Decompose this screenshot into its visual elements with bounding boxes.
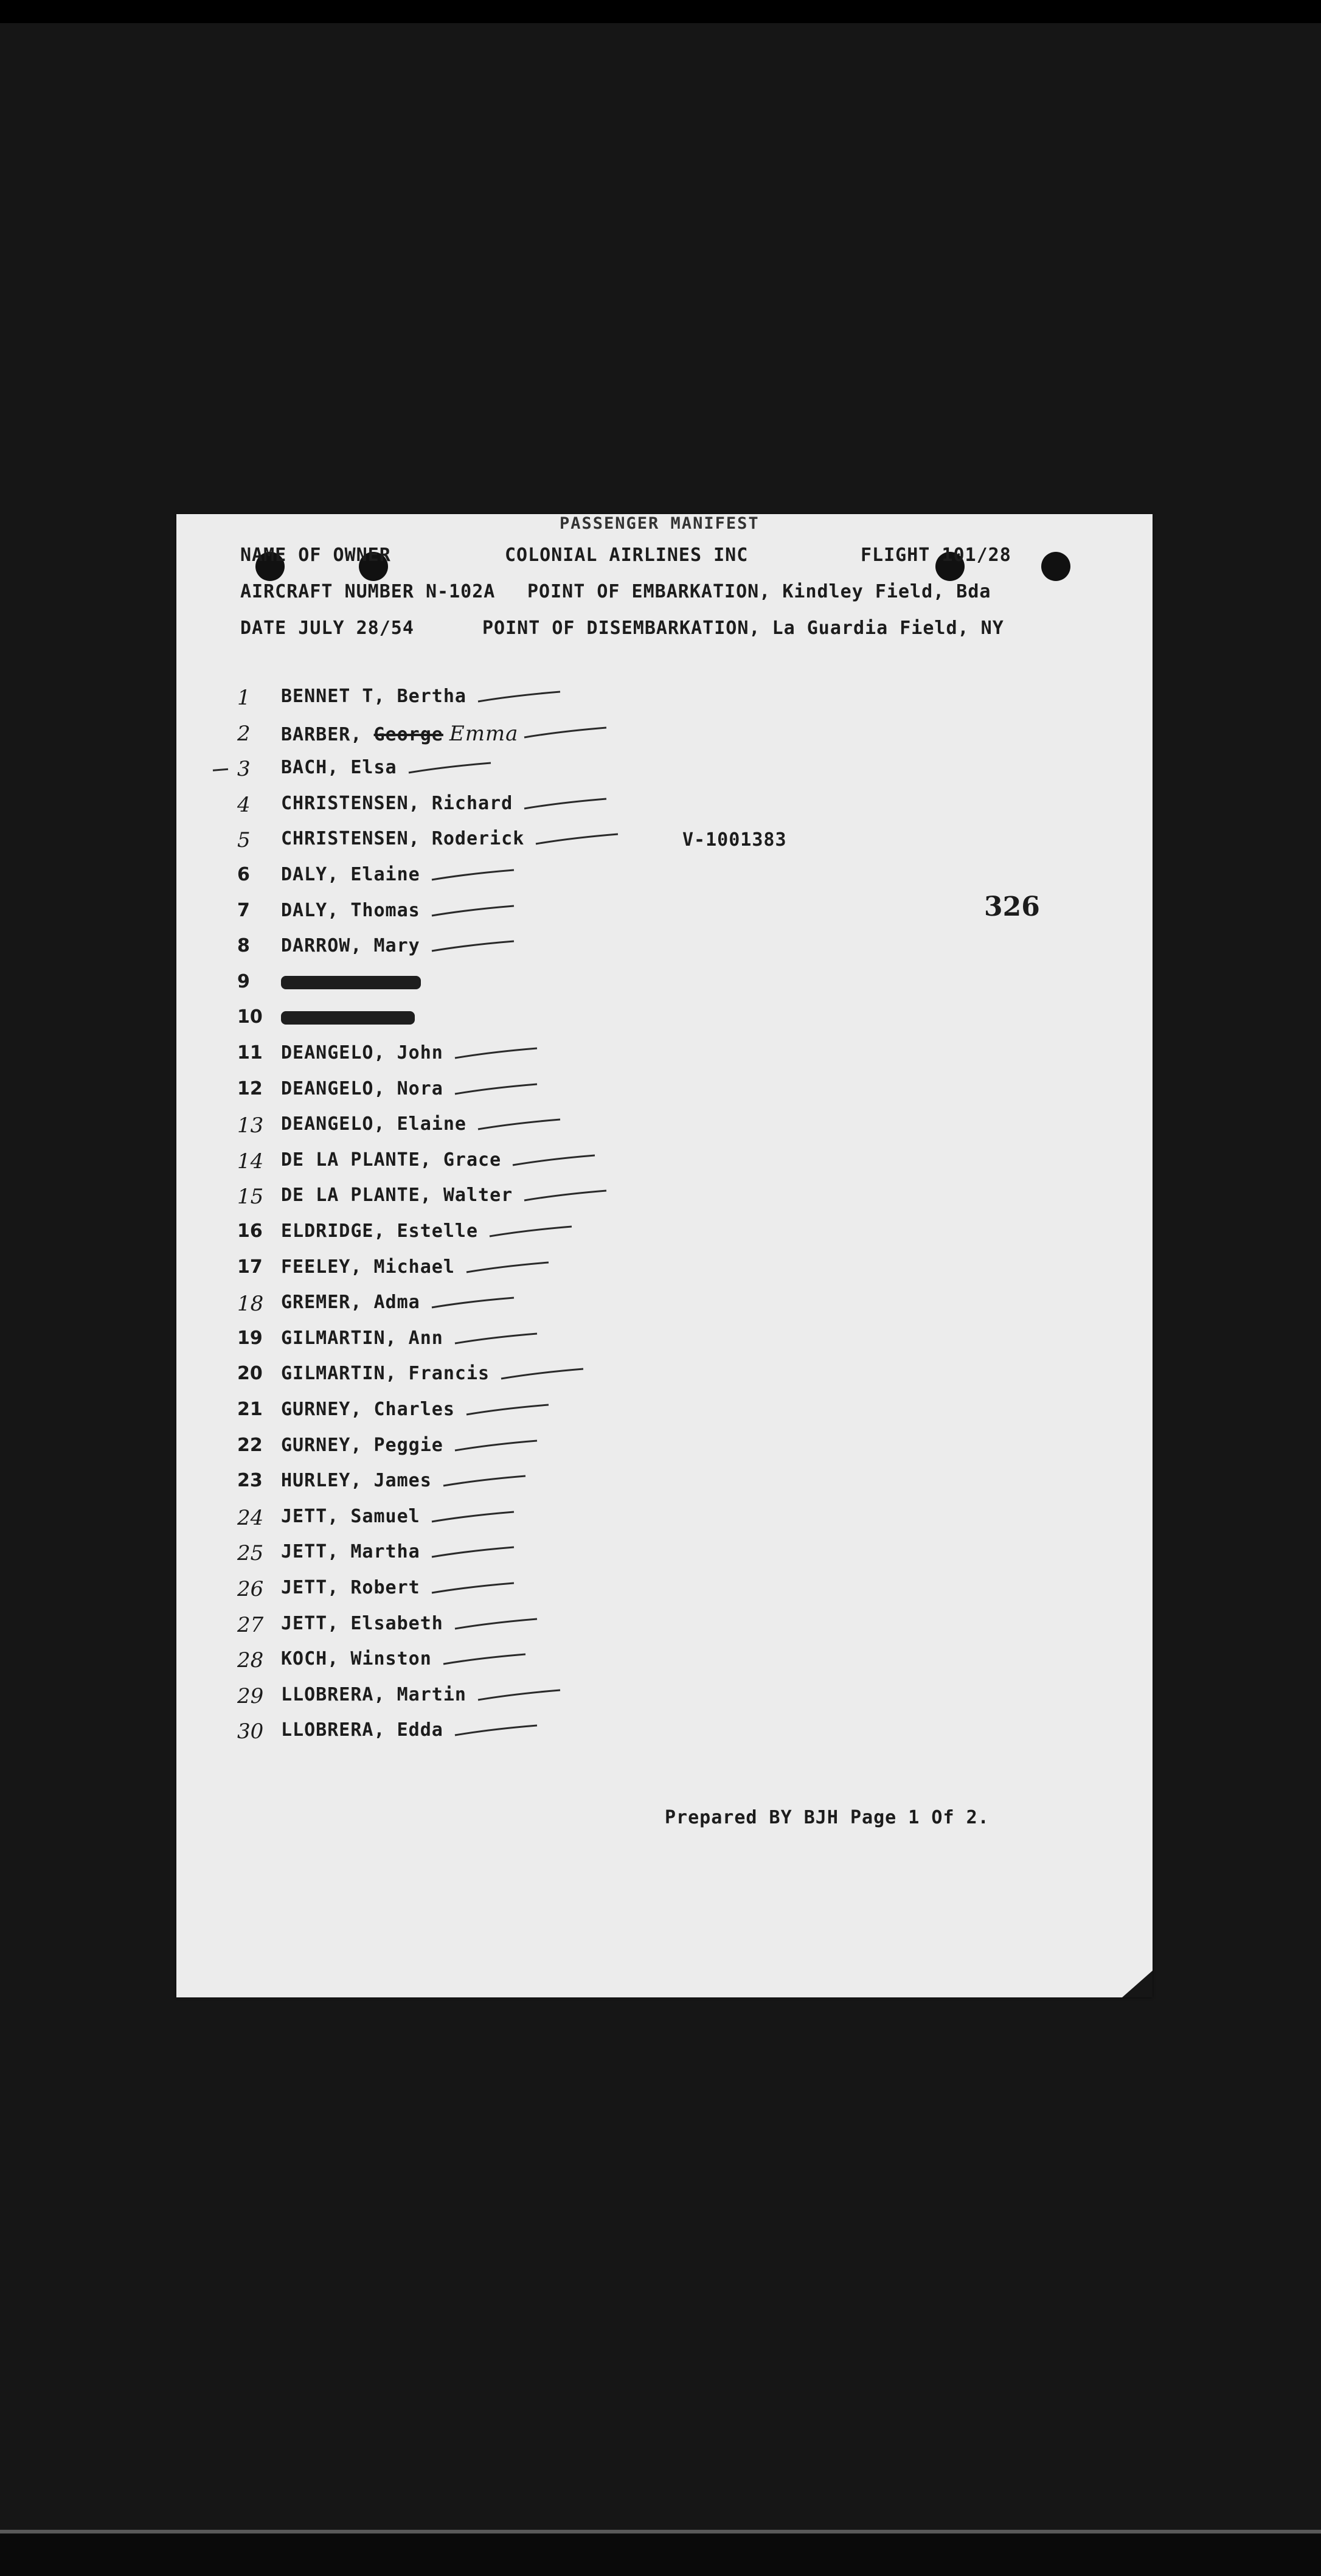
check-mark: [524, 1191, 606, 1200]
aircraft-number: AIRCRAFT NUMBER N-102A: [240, 581, 496, 602]
check-mark: [501, 1369, 583, 1379]
row-number: 16: [237, 1220, 263, 1242]
check-mark: [432, 870, 514, 880]
row-number: 24: [237, 1506, 264, 1530]
row-number: 26: [237, 1577, 264, 1601]
passenger-name-text: BENNET T, Bertha: [281, 686, 466, 707]
passenger-name-text: DEANGELO, John: [281, 1042, 443, 1063]
passenger-name-text: JETT, Elsabeth: [281, 1613, 443, 1634]
passenger-name-text: DE LA PLANTE, Walter: [281, 1185, 513, 1206]
struck-name: George: [373, 724, 443, 745]
check-mark: [432, 1583, 514, 1593]
passenger-name-text: FEELEY, Michael: [281, 1256, 455, 1278]
passenger-name-text: LLOBRERA, Martin: [281, 1684, 466, 1705]
passenger-name-text: DALY, Thomas: [281, 900, 420, 921]
row-number: 20: [237, 1363, 263, 1384]
check-mark: [466, 1405, 549, 1415]
passenger-name-text: JETT, Martha: [281, 1541, 420, 1562]
passenger-name-text: JETT, Samuel: [281, 1506, 420, 1527]
row-number: 13: [237, 1113, 264, 1138]
check-mark: [455, 1725, 537, 1735]
row-number: 2: [237, 722, 251, 746]
check-marks: [176, 514, 1153, 1997]
owner-label: NAME OF OWNER: [240, 545, 391, 566]
check-mark: [490, 1227, 572, 1236]
scan-line: [0, 2530, 1321, 2533]
margin-page-number: 326: [984, 891, 1040, 922]
row-number: 27: [237, 1613, 264, 1637]
row-number: 18: [237, 1292, 264, 1316]
flight-date: DATE JULY 28/54: [240, 618, 414, 639]
passenger-name-text: LLOBRERA, Edda: [281, 1719, 443, 1741]
check-mark: [409, 763, 491, 773]
passenger-name-text: DEANGELO, Nora: [281, 1078, 443, 1099]
prepared-by-footer: Prepared BY BJH Page 1 Of 2.: [665, 1807, 990, 1828]
check-mark: [455, 1441, 537, 1450]
flight-number: FLIGHT 101/28: [861, 545, 1011, 566]
check-mark: [455, 1619, 537, 1629]
row-number: 5: [237, 828, 251, 852]
row-number: 21: [237, 1399, 263, 1420]
check-mark: [513, 1155, 595, 1165]
corner-fold: [1122, 1971, 1153, 1997]
check-mark: [478, 1119, 560, 1129]
manifest-page: [176, 514, 1153, 1997]
check-mark: [455, 1084, 537, 1094]
check-mark: [455, 1334, 537, 1343]
row-number: 7: [237, 900, 250, 921]
check-mark: [443, 1654, 525, 1664]
check-mark: [432, 1512, 514, 1522]
row-number: 8: [237, 935, 250, 956]
visa-number: V-1001383: [682, 829, 787, 851]
row-number: 25: [237, 1541, 264, 1565]
embarkation-point: POINT OF EMBARKATION, Kindley Field, Bda: [527, 581, 991, 602]
check-mark: [478, 692, 560, 701]
passenger-name-text: CHRISTENSEN, Roderick: [281, 828, 525, 849]
row-number: 15: [237, 1185, 264, 1209]
passenger-name-text: CHRISTENSEN, Richard: [281, 793, 513, 814]
passenger-name-text: DE LA PLANTE, Grace: [281, 1149, 502, 1171]
passenger-name-text: BARBER,: [281, 724, 374, 745]
margin-dash: [213, 769, 228, 770]
check-mark: [443, 1476, 525, 1486]
row-number: 19: [237, 1328, 263, 1349]
row-number: 22: [237, 1435, 263, 1456]
row-number: 4: [237, 793, 251, 817]
passenger-name-text: GILMARTIN, Ann: [281, 1328, 443, 1349]
check-mark: [432, 906, 514, 916]
row-number: 17: [237, 1256, 263, 1278]
passenger-name-text: HURLEY, James: [281, 1470, 432, 1491]
passenger-name-text: GURNEY, Charles: [281, 1399, 455, 1420]
row-number: 14: [237, 1149, 264, 1174]
scan-border-top: [0, 0, 1321, 23]
row-number: 11: [237, 1042, 263, 1063]
row-number: 6: [237, 864, 250, 885]
check-mark: [536, 834, 618, 844]
manifest-title: PASSENGER MANIFEST: [560, 514, 760, 533]
passenger-name-text: KOCH, Winston: [281, 1648, 432, 1669]
check-mark: [466, 1262, 549, 1272]
airline-name: COLONIAL AIRLINES INC: [505, 545, 749, 566]
row-number: 9: [237, 971, 250, 992]
check-mark: [455, 1048, 537, 1058]
row-number: 29: [237, 1684, 264, 1708]
row-number: 10: [237, 1006, 263, 1028]
row-number: 3: [237, 757, 251, 781]
passenger-name-text: DALY, Elaine: [281, 864, 420, 885]
scan-border-bottom: [0, 2534, 1321, 2576]
row-number: 28: [237, 1648, 264, 1673]
passenger-name-text: GURNEY, Peggie: [281, 1435, 443, 1456]
passenger-name-text: BACH, Elsa: [281, 757, 397, 778]
passenger-name-text: GREMER, Adma: [281, 1292, 420, 1313]
disembarkation-point: POINT OF DISEMBARKATION, La Guardia Field, NY: [482, 618, 1004, 639]
passenger-name-text: DEANGELO, Elaine: [281, 1113, 466, 1135]
passenger-name-text: ELDRIDGE, Estelle: [281, 1220, 479, 1242]
passenger-name-text: GILMARTIN, Francis: [281, 1363, 490, 1384]
check-mark: [432, 1547, 514, 1557]
row-number: 30: [237, 1719, 264, 1744]
passenger-name-text: DARROW, Mary: [281, 935, 420, 956]
check-mark: [432, 1298, 514, 1307]
passenger-name-text: JETT, Robert: [281, 1577, 420, 1598]
handwritten-name: Emma: [449, 722, 519, 746]
check-mark: [478, 1690, 560, 1700]
check-mark: [432, 941, 514, 951]
row-number: 12: [237, 1078, 263, 1099]
check-mark: [524, 799, 606, 809]
row-number: 23: [237, 1470, 263, 1491]
check-mark: [524, 728, 606, 737]
row-number: 1: [237, 686, 251, 710]
